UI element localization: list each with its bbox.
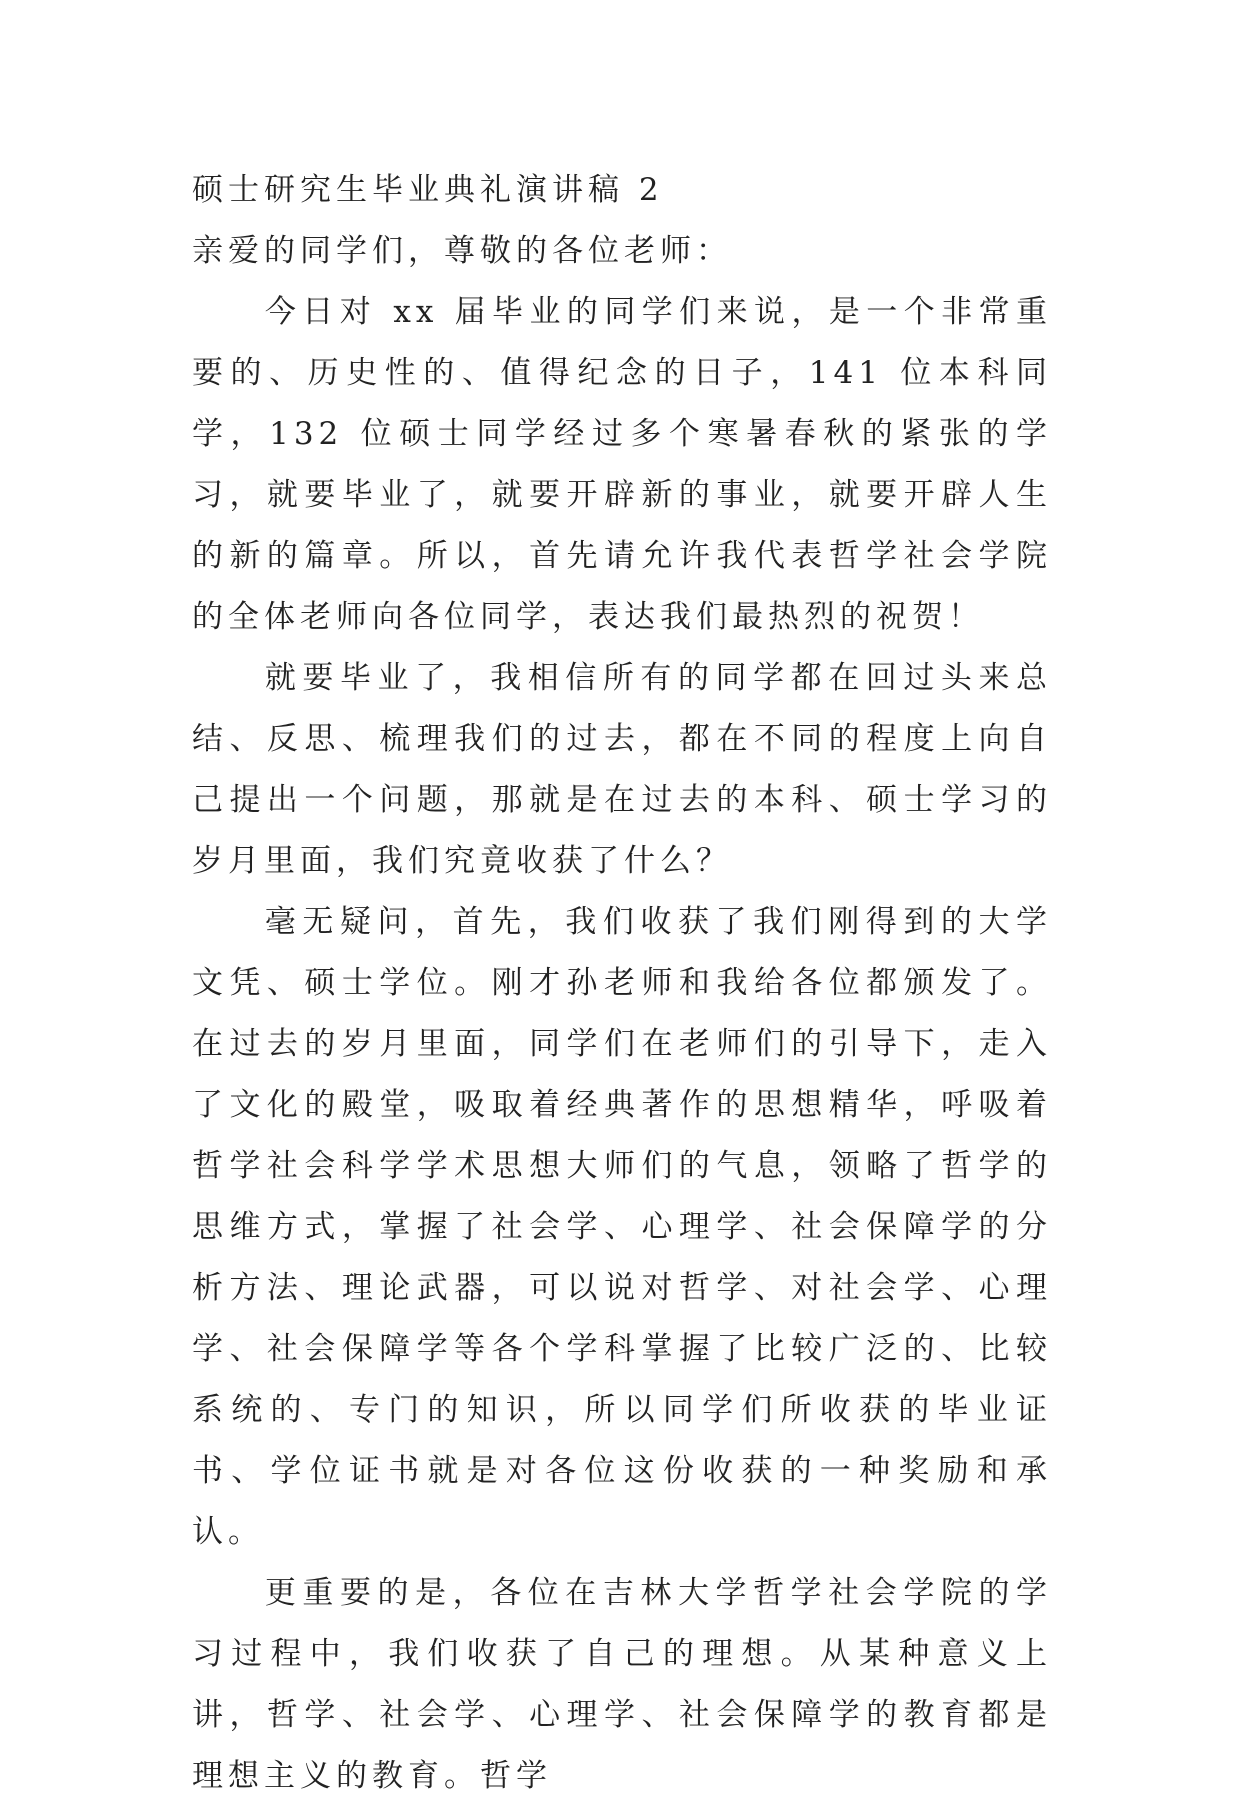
paragraph: 毫无疑问，首先，我们收获了我们刚得到的大学文凭、硕士学位。刚才孙老师和我给各位都颁发了。在过去的岁月里面，同学们在老师们的引导下，走入了文化的殿堂，吸取着经典著作的思想精华，呼吸着哲学社会科学学术思想大师们的气息，领略了哲学的思维方式，掌握了社会学、心理学、社会保障学的分析方法、理论武器，可以说对哲学、对社会学、心理学、社会保障学等各个学科掌握了比较广泛的、比较系统的、专门的知识，所以同学们所收获的毕业证书、学位证书就是对各位这份收获的一种奖励和承认。 xyxy=(192,904,1052,1550)
paragraph: 就要毕业了，我相信所有的同学都在回过头来总结、反思、梳理我们的过去，都在不同的程度上向自己提出一个问题，那就是在过去的本科、硕士学习的岁月里面，我们究竟收获了什么？ xyxy=(192,660,1052,879)
document-title: 硕士研究生毕业典礼演讲稿 2 xyxy=(192,172,664,208)
paragraph: 更重要的是，各位在吉林大学哲学社会学院的学习过程中，我们收获了自己的理想。从某种意义上讲，哲学、社会学、心理学、社会保障学的教育都是理想主义的教育。哲学 xyxy=(192,1575,1052,1794)
salutation: 亲爱的同学们，尊敬的各位老师： xyxy=(192,233,732,269)
document-body xyxy=(192,160,1052,1807)
paragraph: 今日对 xx 届毕业的同学们来说，是一个非常重要的、历史性的、值得纪念的日子，141 位本科同学，132 位硕士同学经过多个寒暑春秋的紧张的学习，就要毕业了，就要开辟新的事业，就要开辟人生的新的篇章。所以，首先请允许我代表哲学社会学院的全体老师向各位同学，表达我们最热烈的祝贺！ xyxy=(192,294,1052,635)
